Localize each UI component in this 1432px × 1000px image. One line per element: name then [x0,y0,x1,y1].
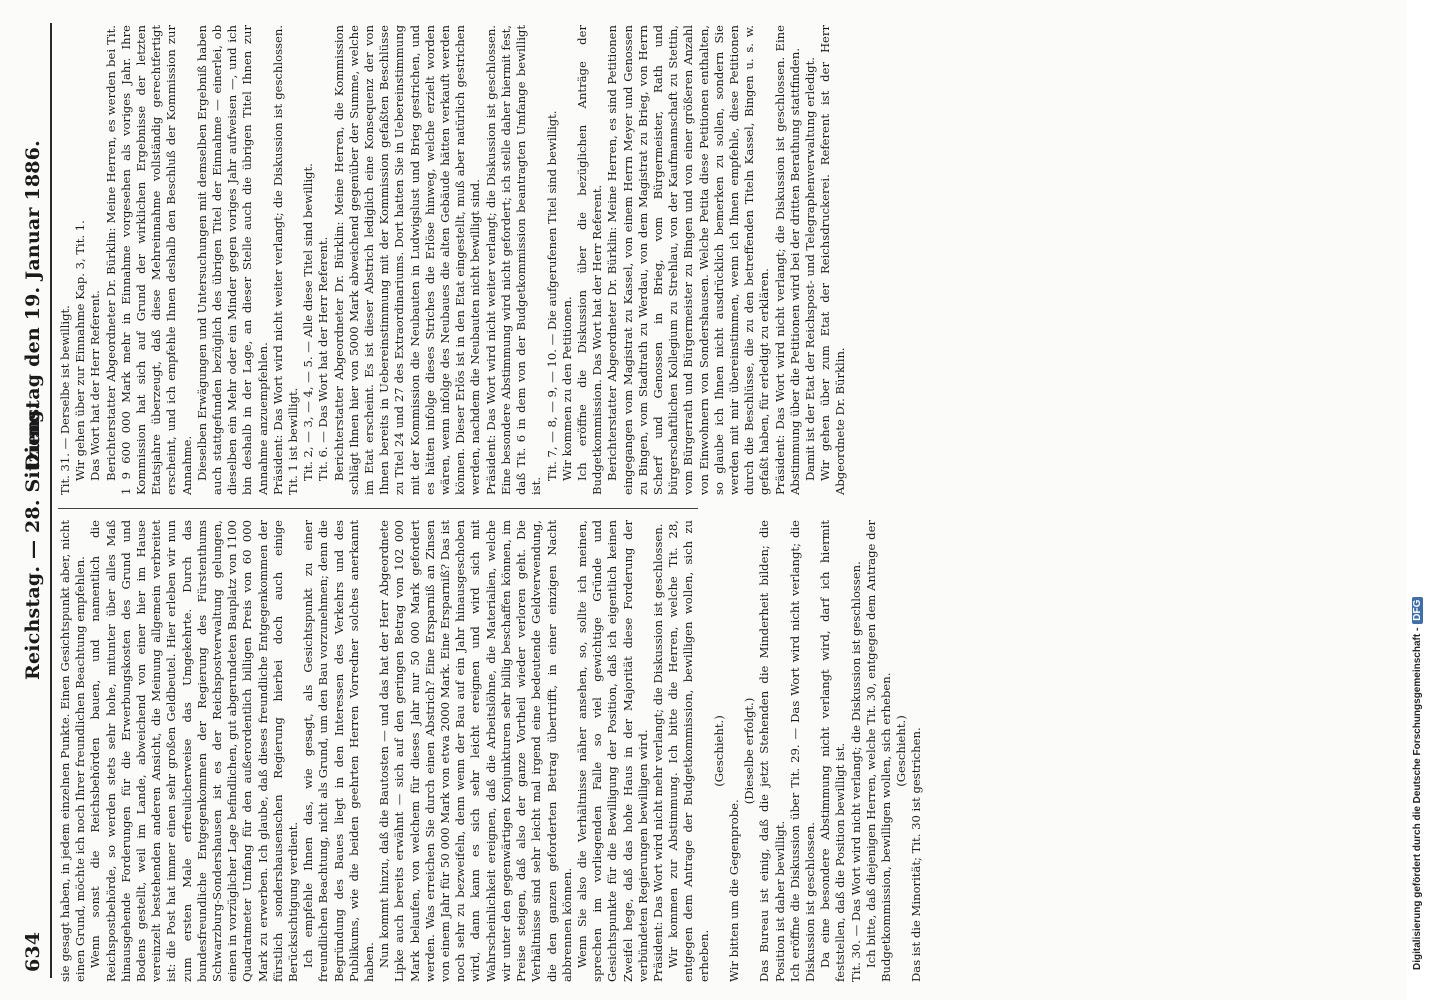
paragraph: Tit. 2, — 3, — 4, — 5. — Alle diese Titel sind bewilligt. [301,163,316,481]
left-text-column [58,520,924,982]
paragraph: (Geschieht.) [711,715,726,787]
paragraph: (Dieselbe erfolgt.) [742,697,757,805]
paragraph: Da eine besondere Abstimmung nicht verlangt wird, darf ich hiermit feststellen, daß die Position bewilligt ist. [818,520,848,982]
paragraph: Das Wort hat der Herr Referent. [88,290,103,481]
header-left-title: Reichstag. — 28. Sitzung. [22,402,44,680]
paragraph: Präsident: Das Wort wird nicht mehr verlangt; die Diskussion ist geschlossen. [650,523,665,982]
paragraph: Präsident: Das Wort wird nicht weiter verlangt; die Diskussion ist geschlossen. Tit. 1 ist bewilligt. [270,25,301,495]
paragraph: Wir gehen über zur Einnahme Kap. 3, Tit. 1. [73,220,88,481]
paragraph: Berichterstatter Abgeordneter Dr. Bürklin: Meine Herren, es sind Petitionen eingegangen vom Magistrat zu Kassel, von einem Herrn Meyer und Genossen zu Bingen, vom Stadtrath zu Werdau, von dem Magistrat zu Brieg, von Herrn Scherf und Genossen in Brieg, vom Bürgermeister, Rath und bürgerschaftlichen Kollegium zu Strehlau, von der Kaufmannschaft zu Stettin, vom Bürgerrath und Bürgermeister zu Bingen und von einer größeren Anzahl von Einwohnern von Sondershausen. Welche Petita diese Petitionen enthalten, so glaube ich Ihnen nicht ausdrücklich bemerken zu sollen, sondern Sie werden mit mir übereinstimmen, wenn ich Ihnen empfehle, diese Petitionen durch die Beschlüsse, die zu den betreffenden Titeln Kassel, Bingen u. s. w. gefaßt haben, für erledigt zu erklären. [605,25,772,495]
paragraph: Tit. 31. — Derselbe ist bewilligt. [58,305,72,495]
header-rule [50,23,52,978]
paragraph: Wenn Sie also die Verhältnisse näher ansehen, so, sollte ich meinen, sprechen im vorliegenden Falle so viel gewichtige Gründe und Gesichtspunkte für die Bewilligung der Position, daß ich eigentlich keinen Zweifel hege, daß das hohe Haus in der Majorität diese Forderung der verbündeten Regierungen bewilligen wird. [574,520,650,982]
paragraph: Wir kommen zu den Petitionen. [559,296,574,481]
paragraph: Wir bitten um die Gegenprobe. [726,799,741,982]
paragraph: Tit. 7, — 8, — 9, — 10. — Die aufgerufenen Titel sind bewilligt. [544,110,559,481]
paragraph: Präsident: Das Wort wird nicht weiter verlangt; die Diskussion ist geschlossen. Eine besondere Abstimmung wird nicht gefordert; ich stelle daher hiermit fest, daß Tit. 6 in dem von der Budgetkommission beantragten Umfange bewilligt ist. [483,25,544,495]
right-text-column [58,25,848,495]
paragraph: Nun kommt hinzu, daß die Bautosten — und das hat der Herr Abgeordnete Lipke auch bereits erwähnt — sich auf den geringen Betrag von 102 000 Mark belaufen, von welchem für dieses Jahr nur 50 000 Mark gefordert werden. Was erreichen Sie durch einen Abstrich? Eine Ersparniß an Zinsen von einem Jahr für 50 000 Mark von etwa 2000 Mark. Eine Ersparniß? Das ist noch sehr zu bezweifeln, denn wenn der Bau auf ein Jahr hinausgeschoben wird, dann kann es sich sehr leicht ereignen und wird sich mit Wahrscheinlichkeit ereignen, daß die Arbeitslöhne, die Materialien, welche wir unter den gegenwärtigen Konjunkturen sehr billig beschaffen können, im Preise steigen, daß also der ganze Vortheil wieder verloren geht. Die Verhältnisse sind sehr leicht mal irgend eine bedeutende Geldverwendung, die den ganzen geforderten Betrag übertrifft, in einer einzigen Nacht abbrennen können. [377,520,574,982]
paragraph: Damit ist der Etat der Reichspost- und Telegraphenverwaltung erledigt. [802,57,817,481]
paragraph: Tit. 30. — Das Wort wird nicht verlangt; die Diskussion ist geschlossen. [848,561,863,982]
paragraph: Berichterstatter Abgeordneter Dr. Bürklin: Meine Herren, es werden bei Tit. 1 9 600 000 Mark mehr in Einnahme vorgesehen als voriges Jahr. Ihre Kommission hat sich auf Grund der wirklichen Ergebnisse der letzten Etatsjahre überzeugt, daß diese Mehreinnahme vollständig gerechtfertigt erscheint, und ich empfehle Ihnen deshalb den Beschluß der Kommission zur Annahme. [103,25,194,495]
paragraph: Wenn sonst die Reichsbehörden bauen, und namentlich die Reichspostbehörde, so werden stets sehr hohe, mitunter über alles Maß hinausgehende Forderungen für die Erwerbungskosten des Grund und Bodens gestellt, weil im Lande, abweichend von einer hier im Hause vereinzelt bestehenden anderen Ansicht, die Meinung allgemein verbreitet ist: die Post hat immer einen sehr großen Geldbeutel. Hier erleben wir nun zum ersten Male erfreulicherweise das Umgekehrte. Durch das bundesfreundliche Entgegenkommen der Regierung des Fürstenthums Schwarzburg-Sondershausen ist es der Reichspostverwaltung gelungen, einen in vorzüglicher Lage befindlichen, gut abgerundeten Bauplatz von 1100 Quadratmeter Umfang für den außerordentlich billigen Preis von 60 000 Mark zu erwerben. Ich glaube, daß dieses freundliche Entgegenkommen der fürstlich sondershausenschen Regierung hierbei doch auch einige Berücksichtigung verdient. [88,520,301,982]
paragraph: Ich eröffne die Diskussion über die bezüglichen Anträge der Budgetkommission. Das Wort hat der Herr Referent. [574,25,605,495]
dfg-badge: DFG [1412,597,1423,624]
digitization-footer [1406,0,1432,1000]
paragraph: (Geschieht.) [894,715,909,787]
paragraph: Das ist die Minorität; Tit. 30 ist gestrichen. [909,727,924,982]
paragraph: sie gesagt haben, in jedem einzelnen Punkte. Einen Gesichtspunkt aber, nicht einen Grund, möchte ich noch Ihrer freundlichen Beachtung empfehlen. [58,520,88,982]
paragraph: Präsident: Das Wort wird nicht verlangt; die Diskussion ist geschlossen. Eine Abstimmung über die Petitionen wird bei der dritten Berathung stattfinden. [772,25,802,495]
paragraph: Dieselben Erwägungen und Untersuchungen mit demselben Ergebniß haben auch stattgefunden bezüglich des übrigen Titel der Einnahme — einerlei, ob dieselben ein Mehr oder ein Minder gegen voriges Jahr aufweisen —, und ich bin deshalb in der Lage, an dieser Stelle auch die übrigen Titel Ihnen zur Annahme anzuempfehlen. [194,25,270,495]
paragraph: Berichterstatter Abgeordneter Dr. Bürklin: Meine Herren, die Kommission schlägt Ihnen hier von 5000 Mark abweichend gegenüber der Summe, welche im Etat erscheint. Es ist dieser Abstrich lediglich eine Konsequenz der von Ihnen bereits in Uebereinstimmung mit der Kommission gefaßten Beschlüsse zu Titel 24 und 27 des Extraordinariums. Dort hatten Sie in Uebereinstimmung mit der Kommission die Neubauten in Ludwigslust und Brieg gestrichen, und es hätten infolge dieses Striches die Erlöse hinweg, welche erzielt worden wären, wenn infolge des Neubaues die alten Gebäude hätten verkauft werden können. Dieser Erlös ist in den Etat eingestellt, muß aber natürlich gestrichen werden, nachdem die Neubauten nicht bewilligt sind. [331,25,483,495]
header-right-title: Dienstag den 19. Januar 1886. [22,140,44,470]
page-number: 634 [22,931,44,972]
paragraph: Das Bureau ist einig, daß die jetzt Stehenden die Minderheit bilden; die Position ist daher bewilligt. [757,520,787,982]
paragraph: Ich empfehle Ihnen das, wie gesagt, als Gesichtspunkt zu einer freundlichen Beachtung, nicht als Grund, um den Bau vorzunehmen; denn die Begründung des Baues liegt in den Interessen des Verkehrs und des Publikums, wie die beiden geehrten Herren Vorredner solches anerkannt haben. [301,520,377,982]
paragraph: Ich eröffne die Diskussion über Tit. 29. — Das Wort wird nicht verlangt; die Diskussion ist geschlossen. [787,520,817,982]
paragraph: Wir gehen über zum Etat der Reichsdruckerei. Referent ist der Herr Abgeordnete Dr. Bürklin. [818,25,848,495]
digitization-note: Digitalisierung gefördert durch die Deutsche Forschungsgemeinschaft - [1412,627,1423,970]
paragraph: Wir kommen zur Abstimmung. Ich bitte die Herren, welche Tit. 28, entgegen dem Antrage der Budgetkommission, bewilligen wollen, sich zu erheben. [666,520,711,982]
page-header [22,22,52,980]
paragraph: Ich bitte, daß diejenigen Herren, welche Tit. 30, entgegen dem Antrage der Budgetkommission, bewilligen wollen, sich erheben. [863,520,893,982]
paragraph: Tit. 6. — Das Wort hat der Herr Referent. [316,236,331,481]
column-divider [58,508,698,509]
